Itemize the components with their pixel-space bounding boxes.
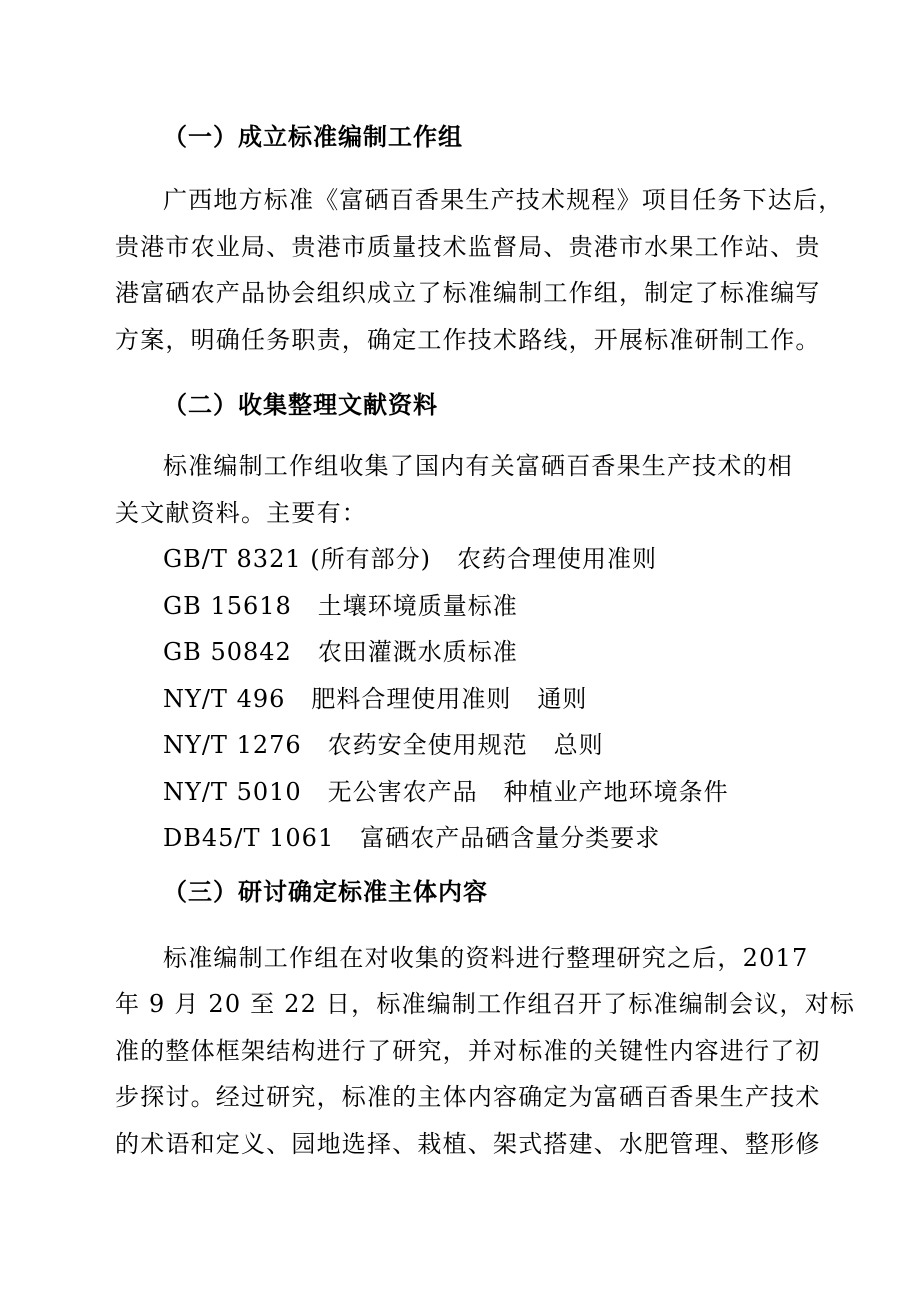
standard-title: 土壤环境质量标准 <box>317 592 518 620</box>
standard-suffix: 总则 <box>553 731 604 759</box>
standard-reference <box>163 543 853 575</box>
standard-suffix: 种植业产地环境条件 <box>503 778 729 806</box>
standard-code: NY/T 496 <box>163 685 286 713</box>
standard-code: NY/T 5010 <box>163 778 302 806</box>
standard-reference <box>163 683 853 715</box>
section-heading: （二）收集整理文献资料 <box>163 390 438 419</box>
standard-code: GB/T 8321 (所有部分) <box>163 545 431 573</box>
standard-code: GB 50842 <box>163 638 292 666</box>
standard-reference <box>163 729 853 761</box>
standard-title: 富硒农产品硒含量分类要求 <box>360 824 661 852</box>
standard-title: 无公害农产品 <box>327 778 478 806</box>
paragraph-line: 港富硒农产品协会组织成立了标准编制工作组，制定了标准编写 <box>115 279 821 307</box>
standard-title: 肥料合理使用准则 <box>311 685 512 713</box>
standard-reference <box>163 590 853 622</box>
standard-title: 农田灌溉水质标准 <box>317 638 518 666</box>
paragraph-line: 广西地方标准《富硒百香果生产技术规程》项目任务下达后， <box>163 186 844 214</box>
standard-reference <box>163 822 853 854</box>
paragraph-line: 步探讨。经过研究，标准的主体内容确定为富硒百香果生产技术 <box>115 1083 821 1111</box>
paragraph-line: 方案，明确任务职责，确定工作技术路线，开展标准研制工作。 <box>115 326 821 354</box>
standard-title: 农药安全使用规范 <box>327 731 528 759</box>
standard-code: GB 15618 <box>163 592 292 620</box>
section-heading: （三）研讨确定标准主体内容 <box>163 877 488 906</box>
standard-code: DB45/T 1061 <box>163 824 335 852</box>
paragraph-line: 关文献资料。主要有： <box>115 499 367 527</box>
paragraph-line: 年 9 月 20 至 22 日，标准编制工作组召开了标准编制会议，对标 <box>115 990 856 1018</box>
standard-code: NY/T 1276 <box>163 731 302 759</box>
paragraph-line: 的术语和定义、园地选择、栽植、架式搭建、水肥管理、整形修 <box>115 1130 821 1158</box>
standard-reference <box>163 636 853 668</box>
paragraph-line: 贵港市农业局、贵港市质量技术监督局、贵港市水果工作站、贵 <box>115 233 821 261</box>
standard-suffix: 通则 <box>537 685 588 713</box>
section-heading: （一）成立标准编制工作组 <box>163 122 463 151</box>
paragraph-line: 标准编制工作组收集了国内有关富硒百香果生产技术的相 <box>163 452 793 480</box>
paragraph-line: 准的整体框架结构进行了研究，并对标准的关键性内容进行了初 <box>115 1037 821 1065</box>
standard-reference <box>163 776 853 808</box>
standard-title: 农药合理使用准则 <box>456 545 657 573</box>
paragraph-line: 标准编制工作组在对收集的资料进行整理研究之后，2017 <box>163 944 809 972</box>
